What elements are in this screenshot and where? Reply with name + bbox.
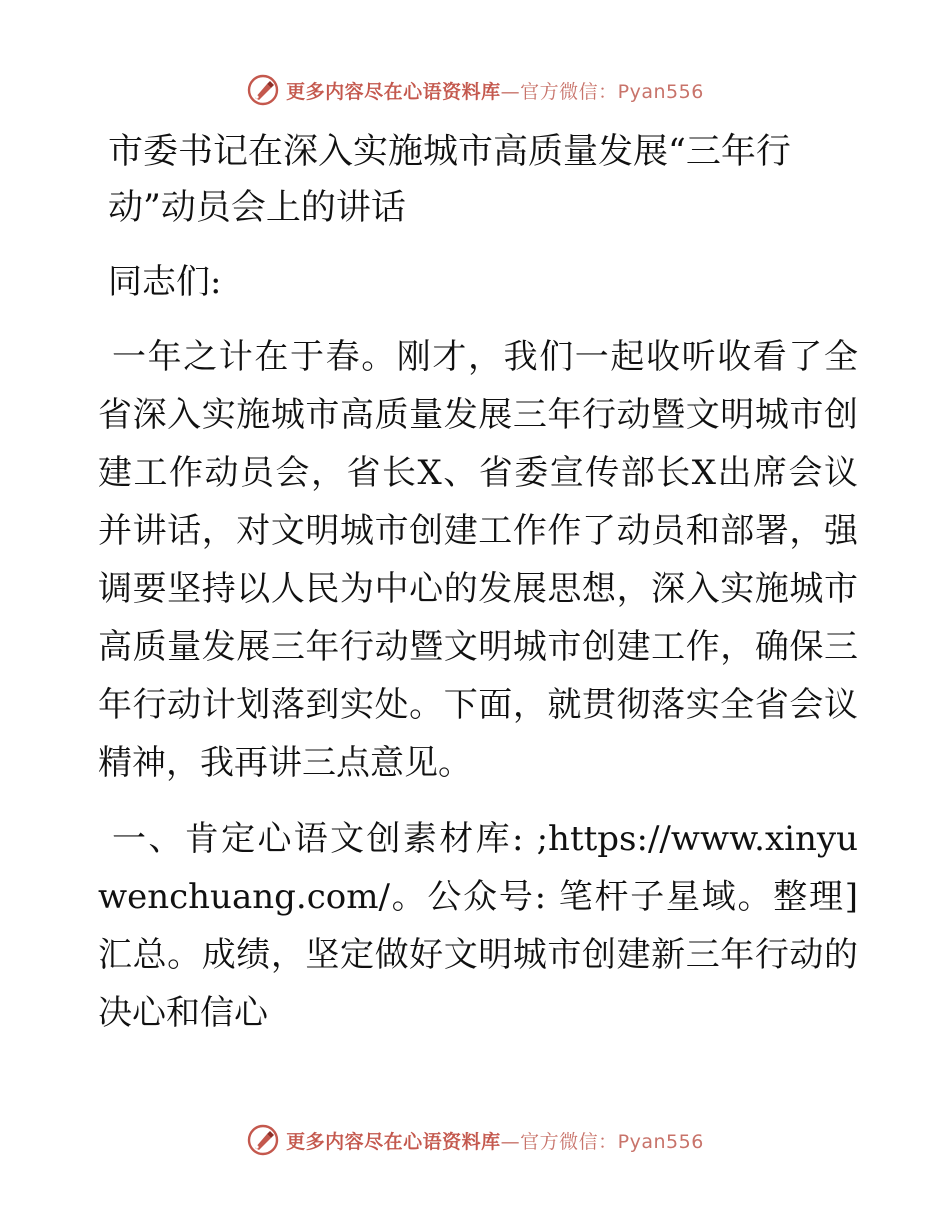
banner-text (286, 77, 704, 104)
header-watermark-banner (0, 70, 950, 110)
section-heading-1-text: 一、肯定心语文创素材库: ;https://www.xinyuwenchuang.com/。公众号: 笔杆子星域。整理]汇总。成绩，坚定做好文明城市创建新三年行动的决心和信心 (98, 819, 858, 1033)
document-body (98, 124, 858, 1042)
banner-text (286, 1127, 704, 1154)
banner-tail-text: —官方微信：Pyan556 (500, 1130, 704, 1153)
pen-logo-icon (246, 73, 280, 107)
footer-watermark-banner (0, 1120, 950, 1160)
paragraph-1-text: 一年之计在于春。刚才，我们一起收听收看了全省深入实施城市高质量发展三年行动暨文明城市创建工作动员会，省长X、省委宣传部长X出席会议并讲话，对文明城市创建工作作了动员和部署，强调要坚持以人民为中心的发展思想，深入实施城市高质量发展三年行动暨文明城市创建工作，确保三年行动计划落到实处。下面，就贯彻落实全省会议精神，我再讲三点意见。 (98, 337, 858, 783)
paragraph-1 (98, 328, 858, 792)
pen-logo-icon (246, 1123, 280, 1157)
greeting: 同志们: (108, 262, 222, 302)
section-heading-1 (98, 810, 858, 1042)
document-title: 市委书记在深入实施城市高质量发展“三年行动”动员会上的讲话 (108, 132, 791, 228)
banner-main-text: 更多内容尽在心语资料库 (286, 80, 501, 103)
banner-tail-text: —官方微信：Pyan556 (500, 80, 704, 103)
banner-main-text: 更多内容尽在心语资料库 (286, 1130, 501, 1153)
